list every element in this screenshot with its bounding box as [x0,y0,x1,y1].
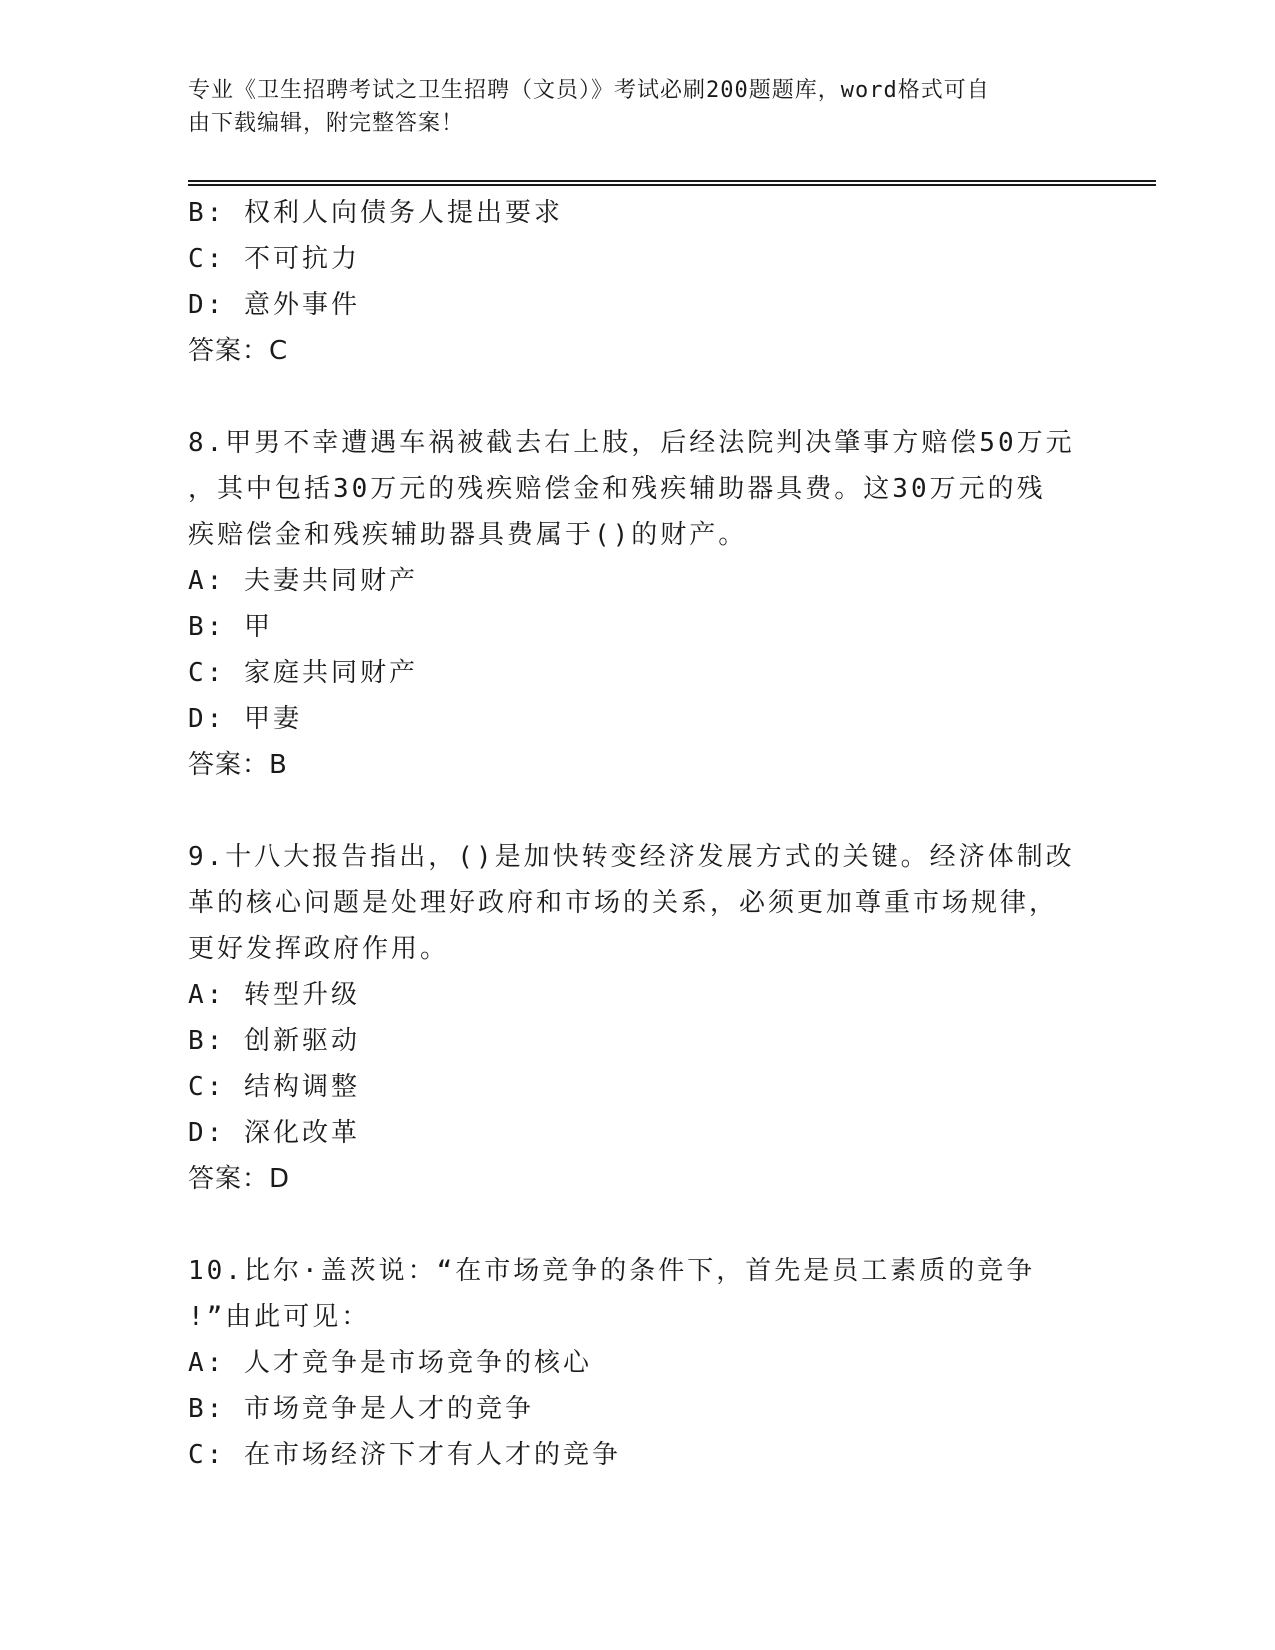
question-7-tail [188,190,1088,374]
option-a: A: 人才竞争是市场竞争的核心 [188,1348,592,1378]
answer: 答案：B [188,750,288,780]
header-line-1: 专业《卫生招聘考试之卫生招聘（文员）》考试必刷200题题库，word格式可自 [188,78,990,103]
option-d: D: 意外事件 [188,290,360,320]
question-stem-line: 10.比尔·盖茨说：“在市场竞争的条件下，首先是员工素质的竞争 [188,1256,1036,1286]
option-b: B: 甲 [188,612,273,642]
question-9 [188,834,1088,1202]
question-8 [188,420,1088,788]
question-stem-line: ，其中包括30万元的残疾赔偿金和残疾辅助器具费。这30万元的残 [188,474,1046,504]
answer: 答案：D [188,1164,291,1194]
option-d: D: 深化改革 [188,1118,360,1148]
document-header [188,74,1068,140]
option-b: B: 市场竞争是人才的竞争 [188,1394,534,1424]
question-stem-line: 9.十八大报告指出，()是加快转变经济发展方式的关键。经济体制改 [188,842,1075,872]
option-c: C: 不可抗力 [188,244,360,274]
question-stem-line: 更好发挥政府作用。 [188,934,450,964]
question-list [188,190,1088,1478]
option-a: A: 夫妻共同财产 [188,566,418,596]
spacer [188,374,1088,420]
question-stem-line: 8.甲男不幸遭遇车祸被截去右上肢，后经法院判决肇事方赔偿50万元 [188,428,1075,458]
option-b: B: 创新驱动 [188,1026,360,1056]
option-d: D: 甲妻 [188,704,302,734]
question-stem-line: 革的核心问题是处理好政府和市场的关系，必须更加尊重市场规律， [188,888,1059,918]
option-c: C: 家庭共同财产 [188,658,418,688]
header-line-2: 由下载编辑，附完整答案！ [188,111,465,136]
option-b: B: 权利人向债务人提出要求 [188,198,563,228]
question-10 [188,1248,1088,1478]
question-stem-line: !”由此可见： [188,1302,371,1332]
question-stem-line: 疾赔偿金和残疾辅助器具费属于()的财产。 [188,520,748,550]
spacer [188,1202,1088,1248]
option-c: C: 结构调整 [188,1072,360,1102]
answer: 答案：C [188,336,289,366]
option-c: C: 在市场经济下才有人才的竞争 [188,1440,621,1470]
option-a: A: 转型升级 [188,980,360,1010]
spacer [188,788,1088,834]
header-double-rule [188,180,1156,186]
